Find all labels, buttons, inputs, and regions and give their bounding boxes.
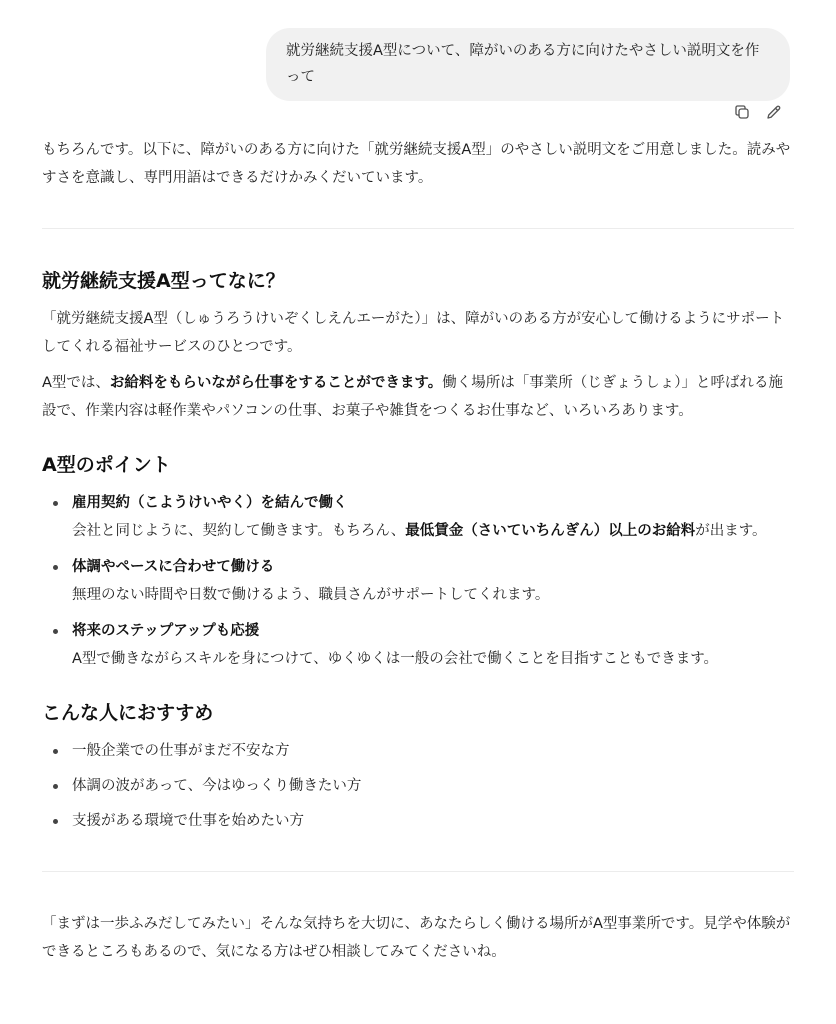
list-item <box>42 617 794 673</box>
intro-text: もちろんです。以下に、障がいのある方に向けた「就労継続支援A型」のやさしい説明文をご用意しました。読みやすさを意識し、専門用語はできるだけかみくだいています。 <box>42 142 791 186</box>
list-item <box>42 489 794 545</box>
section1-paragraph-1: 「就労継続支援A型（しゅうろうけいぞくしえんエーがた）」は、障がいのある方が安心して働けるようにサポートしてくれる福祉サービスのひとつです。 <box>42 311 785 355</box>
bullet-icon <box>53 749 58 754</box>
point-heading: 体調やペースに合わせて働ける <box>72 559 275 575</box>
section1-paragraph-2 <box>42 369 794 425</box>
list-item <box>42 772 794 800</box>
section-title-what-is: 就労継続支援A型ってなに？ <box>42 270 285 292</box>
section-recommend <box>42 699 794 835</box>
section-points <box>42 451 794 673</box>
section-title-points: A型のポイント <box>42 454 171 476</box>
point-text: A型で働きながらスキルを身につけて、ゆくゆくは一般の会社で働くことを目指すこともできます。 <box>72 651 719 667</box>
point-text-bold: 最低賃金（さいていちんぎん）以上のお給料 <box>405 523 696 539</box>
p2-prefix: A型では、 <box>42 375 110 391</box>
copy-icon <box>733 103 751 121</box>
recommend-text: 支援がある環境で仕事を始めたい方 <box>72 813 304 829</box>
copy-button[interactable] <box>732 102 752 122</box>
point-text: 無理のない時間や日数で働けるよう、職員さんがサポートしてくれます。 <box>72 587 550 603</box>
assistant-response <box>42 136 794 966</box>
point-text-suffix: が出ます。 <box>695 523 767 539</box>
divider <box>42 871 794 872</box>
bullet-icon <box>53 784 58 789</box>
point-heading: 将来のステップアップも応援 <box>72 623 260 639</box>
points-list <box>42 489 794 673</box>
bullet-icon <box>53 629 58 634</box>
p2-bold: お給料をもらいながら仕事をすることができます。 <box>109 375 443 391</box>
list-item <box>42 553 794 609</box>
bullet-icon <box>53 501 58 506</box>
p2-suffix: 働く場所は「事業所（じぎょうしょ）」と呼ばれる施設で、作業内容は軽作業やパソコンの仕事、お菓子や雑貨をつくるお仕事など、いろいろあります。 <box>42 375 784 419</box>
recommend-list <box>42 737 794 835</box>
closing-text: 「まずは一歩ふみだしてみたい」そんな気持ちを大切に、あなたらしく働ける場所がA型事業所です。見学や体験ができるところもあるので、気になる方はぜひ相談してみてくださいね。 <box>42 916 791 960</box>
recommend-text: 体調の波があって、今はゆっくり働きたい方 <box>72 778 362 794</box>
section-title-recommend: こんな人におすすめ <box>42 702 214 724</box>
edit-button[interactable] <box>764 102 784 122</box>
bullet-icon <box>53 819 58 824</box>
list-item <box>42 807 794 835</box>
edit-icon <box>765 103 783 121</box>
point-heading: 雇用契約（こようけいやく）を結んで働く <box>72 495 348 511</box>
message-actions <box>732 102 784 122</box>
bullet-icon <box>53 565 58 570</box>
recommend-text: 一般企業での仕事がまだ不安な方 <box>72 743 290 759</box>
list-item <box>42 737 794 765</box>
user-message-bubble <box>266 28 790 101</box>
point-text-prefix: 会社と同じように、契約して働きます。もちろん、 <box>72 523 406 539</box>
user-message-text: 就労継続支援A型について、障がいのある方に向けたやさしい説明文を作って <box>286 43 760 85</box>
divider <box>42 228 794 229</box>
